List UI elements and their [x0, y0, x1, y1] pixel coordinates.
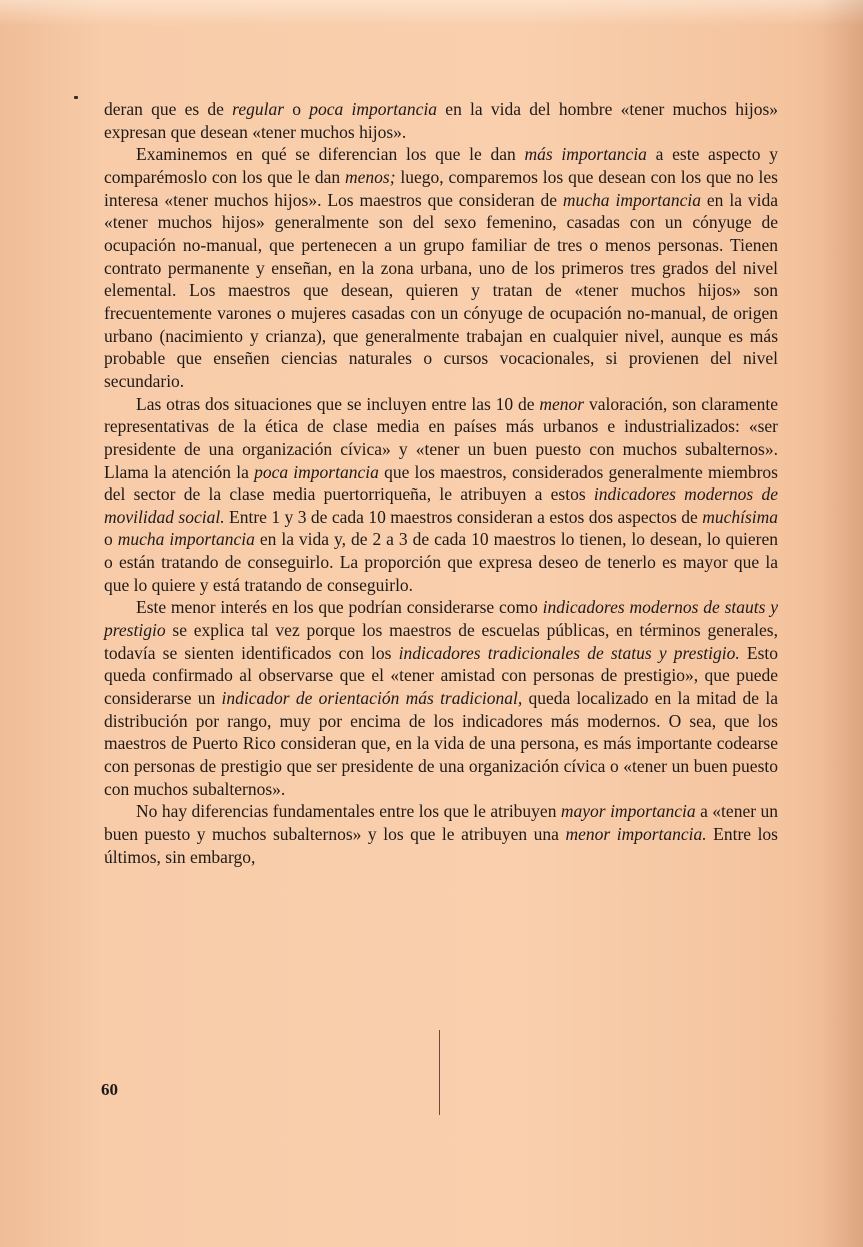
italic-text: indicadores modernos de stauts y prestigio [104, 597, 778, 641]
text-run: en la vida «tener muchos hijos» generalmente son del sexo femenino, casadas con un cónyuge de ocupación no-manual, que pertenecen a un grupo familiar de tres o menos personas. Tienen contrato permanente y enseñan, en la zona urbana, uno de los primeros tres grados del nivel elemental. Los maestros que desean, quieren y tratan de «tener muchos hijos» son frecuentemente varones o mujeres casadas con un cónyuge de ocupación no-manual, de origen urbano (nacimiento y crianza), que generalmente trabajan en cualquier nivel, aunque es más probable que enseñen ciencias naturales o cursos vocacionales, si provienen del nivel secundario. [104, 189, 778, 391]
text-run: Este menor interés en los que podrían considerarse como [136, 597, 543, 618]
italic-text: regular [232, 99, 285, 119]
italic-text: mucha importancia [562, 189, 702, 210]
text-run: queda localizado en la mitad de la distribución por rango, muy por encima de los indicadores más modernos. O sea, que los maestros de Puerto Rico consideran que, en la vida de una persona, es más importante codearse con personas de prestigio que ser presidente de una organización cívica o «tener un buen puesto con muchos subalternos». [104, 688, 778, 799]
body-text [104, 98, 778, 868]
ink-speck [74, 96, 78, 99]
italic-text: poca importancia [309, 99, 438, 119]
text-run: luego, comparemos los que desean con los que no les interesa «tener muchos hijos». Los maestros que consideran de [104, 166, 778, 210]
italic-text: poca importancia [254, 461, 379, 482]
page-number: 60 [101, 1080, 118, 1099]
text-run: deran que es de [104, 99, 233, 119]
text-run: o [104, 529, 118, 550]
page-right-shadow [821, 0, 863, 1247]
text-run: o [284, 99, 310, 119]
paragraph [104, 596, 778, 800]
text-run: en la vida del hombre «tener muchos hijos» expresan que desean «tener muchos hijos». [104, 99, 778, 142]
text-run: a «tener un buen puesto y muchos subalternos» y los que le atribuyen una [104, 801, 778, 844]
italic-text: mucha importancia [117, 529, 255, 550]
text-run: a este aspecto y comparémoslo con los que le dan [104, 144, 778, 187]
paragraph [104, 143, 778, 392]
page-top-highlight [0, 0, 863, 26]
italic-text: indicadores tradicionales de status y prestigio. [398, 642, 740, 663]
text-run: se explica tal vez porque los maestros de escuelas públicas, en términos generales, todavía se sienten identificados con los [104, 620, 778, 663]
italic-text: menor [539, 393, 585, 414]
italic-text: indicadores modernos de movilidad social. [104, 484, 778, 527]
italic-text: muchísima [702, 506, 779, 527]
italic-text: indicador de orientación más tradicional, [221, 688, 523, 709]
text-run: Examinemos en qué se diferencian los que le dan [136, 144, 525, 165]
paragraph [104, 98, 778, 143]
italic-text: menor importancia. [565, 824, 707, 844]
paragraph [104, 393, 778, 597]
text-run: Las otras dos situaciones que se incluyen entre las 10 de [136, 393, 540, 414]
text-run: valoración, son claramente representativas de la ética de clase media en países más urbanos e industrializados: «ser presidente de una organización cívica» y «tener un buen puesto con muchos subalternos». Llama la atención la [104, 393, 779, 482]
text-run: que los maestros, considerados generalmente miembros del sector de la clase media puertorriqueña, le atribuyen a estos [104, 461, 778, 505]
paragraph [104, 800, 778, 868]
text-run: No hay diferencias fundamentales entre los que le atribuyen [136, 801, 561, 822]
text-run: Esto queda confirmado al observarse que el «tener amistad con personas de prestigio», que puede considerarse un [104, 642, 778, 709]
italic-text: más importancia [524, 144, 647, 165]
italic-text: mayor importancia [560, 801, 696, 822]
text-run: en la vida y, de 2 a 3 de cada 10 maestros lo tienen, lo desean, lo quieren o están tratando de conseguirlo. La proporción que expresa deseo de tenerlo es mayor que la que lo quiere y está tratando de conseguirlo. [104, 529, 778, 595]
text-run: Entre 1 y 3 de cada 10 maestros consideran a estos dos aspectos de [224, 506, 703, 527]
italic-text: menos; [345, 166, 396, 187]
page-crease [439, 1030, 440, 1115]
text-run: Entre los últimos, sin embargo, [104, 824, 778, 867]
